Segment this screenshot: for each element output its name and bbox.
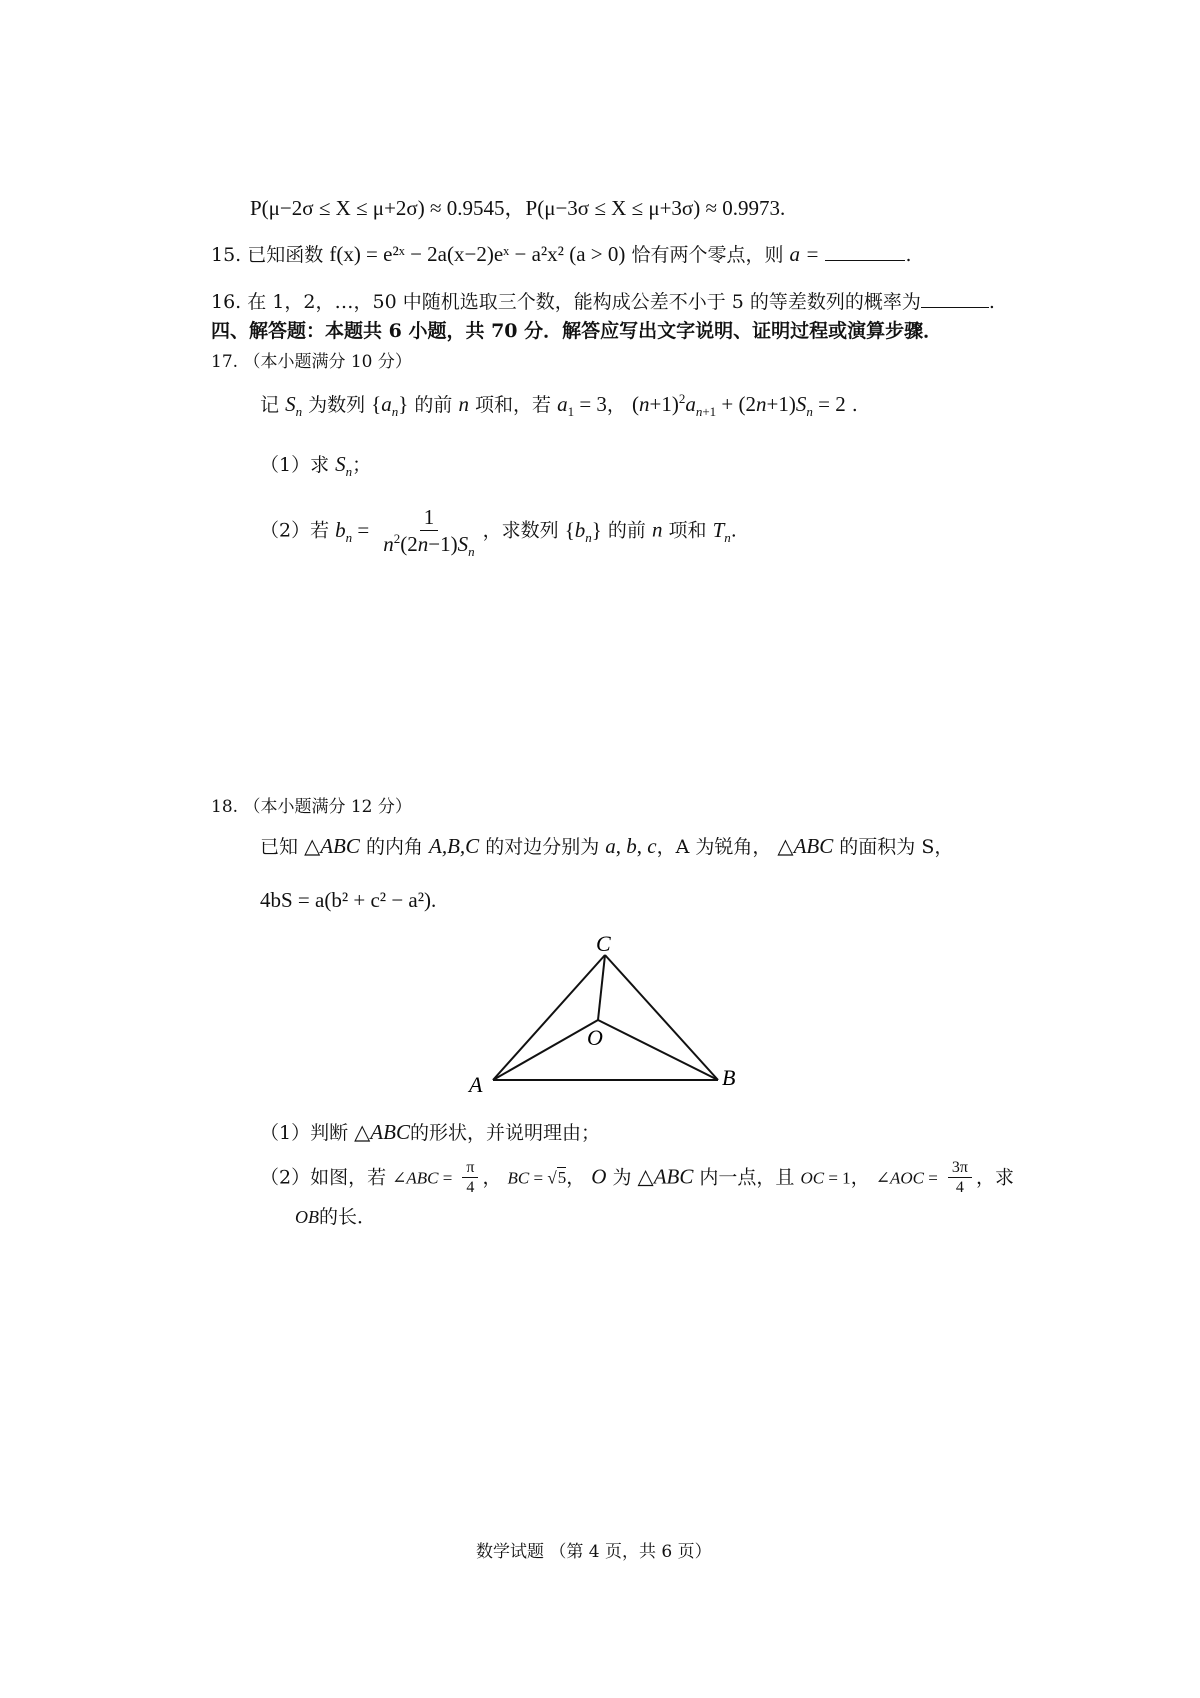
q15-answer-var: a = xyxy=(789,242,820,266)
answer-blank xyxy=(825,242,905,261)
answer-blank xyxy=(921,289,989,308)
label-b: B xyxy=(722,1065,736,1090)
fraction-3pi-over-4: $\frac{3\pi}{4}$ xyxy=(948,1158,972,1199)
q17-stem: 记 $S_n$ 为数列 $\{a_n\}$ 的前 n 项和，若 $a_1 = 3$， $(n+1)^2a_{n+1} + (2n+1)S_n = 2$ . xyxy=(260,391,858,420)
segment-oc xyxy=(598,955,605,1020)
q17-part-1: （1）求 $S_n$； xyxy=(260,452,372,480)
q14-normal-probabilities: P(μ−2σ ≤ X ≤ μ+2σ) ≈ 0.9545，P(μ−3σ ≤ X ≤ μ+3σ) ≈ 0.9973. xyxy=(250,196,786,220)
q17-part-2: （2）若 $b_n$ = $\frac{1}{n^2(2n-1)S_n}$ ，求数列 $\{b_n\}$ 的前 n 项和 $T_n$. xyxy=(260,505,737,560)
score-note: （本小题满分 12 分） xyxy=(243,797,412,817)
question-number: 16. xyxy=(211,291,242,313)
fraction-pi-over-4: $\frac{\pi}{4}$ xyxy=(462,1158,478,1199)
question-15: 15. 已知函数 f(x) = e²ˣ − 2a(x−2)eˣ − a²x² (a > 0) 恰有两个零点，则 a = . xyxy=(211,242,912,266)
label-a: A xyxy=(469,1072,483,1095)
q18-condition-formula: 4bS = a(b² + c² − a²). xyxy=(260,888,437,912)
score-note: （本小题满分 10 分） xyxy=(243,352,412,372)
label-c: C xyxy=(596,935,611,956)
question-16: 16. 在 1，2，…，50 中随机选取三个数，能构成公差不小于 5 的等差数列的概率为 . xyxy=(211,291,995,313)
label-o: O xyxy=(587,1025,603,1050)
question-number: 18. xyxy=(211,797,239,817)
section-heading: 四、解答题：本题共 6 小题，共 70 分．解答应写出文字说明、证明过程或演算步骤． xyxy=(211,320,943,342)
side-ac xyxy=(493,955,605,1080)
q14-separator: ， xyxy=(504,196,526,220)
question-18-header xyxy=(211,792,412,817)
question-number: 15. xyxy=(211,244,242,266)
q17-bn-fraction: $\frac{1}{n^2(2n-1)S_n}$ xyxy=(383,505,475,560)
q14-formula-1: P(μ−2σ ≤ X ≤ μ+2σ) ≈ 0.9545 xyxy=(250,196,505,220)
q18-part-1: （1）判断 △ABC的形状，并说明理由； xyxy=(260,1120,600,1144)
q18-stem: 已知 △ABC 的内角 A,B,C 的对边分别为 a, b, c，A 为锐角， △ABC 的面积为 S， xyxy=(260,834,954,858)
question-number: 17. xyxy=(211,352,239,372)
q18-part-2: （2）如图，若 ∠ABC = $\frac{\pi}{4}$ ， BC = √5， O 为 △ABC 内一点，且 OC = 1， ∠AOC = $\frac{3\pi}{4}$ ，求 xyxy=(260,1158,1014,1199)
question-17-header xyxy=(211,347,412,372)
side-bc xyxy=(605,955,718,1080)
q15-function-formula: f(x) = e²ˣ − 2a(x−2)eˣ − a²x² (a > 0) xyxy=(329,242,626,266)
question-text: 在 1，2，…，50 中随机选取三个数，能构成公差不小于 5 的等差数列的概率为 xyxy=(247,291,921,313)
q18-part-2-line-2: OB的长． xyxy=(295,1206,377,1228)
segment-ob xyxy=(598,1020,718,1080)
page-footer: 数学试题 （第 4 页，共 6 页） xyxy=(476,1542,712,1562)
segment-oa xyxy=(493,1020,598,1080)
q14-formula-2: P(μ−3σ ≤ X ≤ μ+3σ) ≈ 0.9973 xyxy=(525,196,781,220)
triangle-figure xyxy=(455,935,755,1095)
